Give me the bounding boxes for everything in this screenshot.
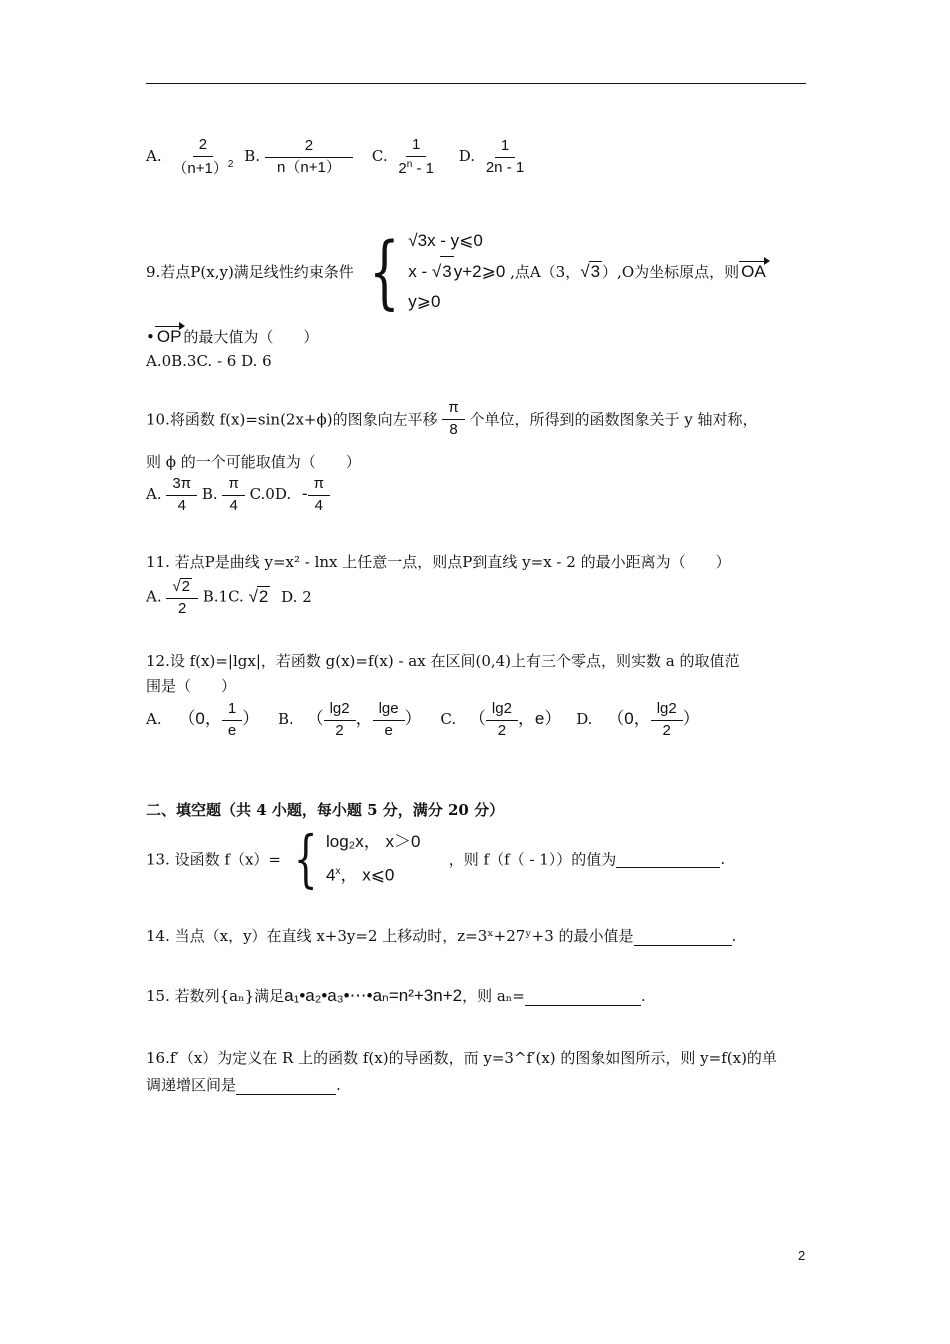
q16-line2: 调递增区间是 .: [146, 1076, 341, 1094]
q8-c-num: 1: [406, 137, 426, 157]
q9-vector-oa: OA: [741, 262, 766, 281]
q9-mid: ,点A（3，: [510, 263, 581, 281]
q13-case-1: log₂x， x＞0: [326, 832, 421, 851]
q9-line2: [146, 326, 318, 347]
q8-a-fraction: [166, 137, 239, 177]
q8-d-den: 2n - 1: [485, 158, 525, 176]
q9-vector-op: OP: [156, 327, 182, 346]
q10-line1: 10.将函数 f(x)=sin(2x+ϕ)的图象向左平移 $\frac{\pi}{8}$ 个单位，所得到的函数图象关于 y 轴对称，: [146, 399, 758, 438]
q8-d-fraction: [480, 138, 530, 176]
q8-b-fraction: [265, 138, 353, 176]
q9-constraint-1: √3x - y⩽0: [408, 231, 483, 250]
q8-c-label: C.: [371, 147, 388, 165]
q8-b-den: n（n+1）: [277, 158, 341, 176]
q8-c-den-base: 2: [398, 159, 407, 177]
q8-options: [146, 137, 530, 177]
q13-cases: [326, 827, 444, 891]
q8-c-den-exp: n: [406, 158, 413, 170]
section-2-title: 二、填空题（共 4 小题，每小题 5 分，满分 20 分）: [146, 801, 505, 819]
q16-line1: 16.f′（x）为定义在 R 上的函数 f(x)的导函数，而 y=3^f′(x) 的图象如图所示，则 y=f(x)的单: [146, 1049, 777, 1067]
q10-a-fraction: $\frac{3\pi}{4}$: [166, 476, 197, 514]
q9-brace: {: [368, 224, 400, 318]
page-number: 2: [798, 1248, 806, 1263]
q8-d-label: D.: [458, 147, 476, 165]
q11-a-fraction: $\frac{√2}{2}$: [166, 578, 198, 617]
q8-a-num: 2: [193, 137, 213, 157]
q9-constraint-3: y⩾0: [408, 292, 441, 311]
q15-line: 15. 若数列{aₙ}满足a₁•a₂•a₃•⋯•aₙ=n²+3n+2，则 aₙ= .: [146, 986, 646, 1005]
q8-b-label: B.: [244, 147, 260, 165]
q11-question: 11. 若点P是曲线 y=x² - lnx 上任意一点，则点P到直线 y=x - 2 的最小距离为（ ）: [146, 553, 731, 571]
q9-prefix: 9.若点P(x,y)满足线性约束条件: [146, 263, 354, 281]
q9-dot: •: [146, 328, 155, 346]
q13-brace: {: [293, 821, 318, 895]
q9-tail: 的最大值为（ ）: [183, 328, 319, 346]
q9-mid2: ）,O为坐标原点，则: [602, 263, 740, 281]
q8-c-fraction: [392, 137, 440, 177]
q10-shift-fraction: $\frac{\pi}{8}$: [442, 400, 464, 438]
q15-formula: a₁•a₂•a₃•⋯•aₙ=n²+3n+2: [284, 986, 463, 1005]
q13-line: 13. 设函数 f（x）= { log₂x， x＞0 4$^x$， x⩽0 ，则 f（f（ - 1））的值为 .: [146, 821, 726, 895]
q12-options: A. （0， $\frac{1}{e}$ ） B. （ $\frac{\lg 2}{2}$ ， $\frac{\lg e}{e}$ ） C. （ $\frac{\lg 2}{2}$ ，e） D. （0， $\frac{\lg 2}{2}$ ）: [146, 700, 700, 739]
q13-case-2: 4$^x$， x⩽0: [326, 865, 395, 885]
q8-a-den: （n+1）: [172, 159, 228, 177]
header-rule: [146, 83, 806, 84]
q8-b-num: 2: [265, 138, 353, 158]
q9-constraints: [408, 226, 505, 317]
q9-mid-root: 3: [590, 262, 601, 281]
q8-a-exp: 2: [227, 158, 234, 170]
q10-options: A. $\frac{3\pi}{4}$ B. $\frac{\pi}{4}$ C.0D. - $\frac{\pi}{4}$: [146, 476, 330, 514]
q10-d-fraction: $\frac{\pi}{4}$: [308, 476, 330, 514]
q16-answer-blank[interactable]: [236, 1076, 336, 1095]
q10-line2: 则 ϕ 的一个可能取值为（ ）: [146, 453, 361, 471]
q14-line: 14. 当点（x，y）在直线 x+3y=2 上移动时，z=3ˣ+27ʸ+3 的最小值是 .: [146, 927, 737, 945]
q8-c-den-tail: - 1: [412, 159, 434, 177]
q10-b-fraction: $\frac{\pi}{4}$: [222, 476, 244, 514]
q12-line1: 12.设 f(x)=|lgx|，若函数 g(x)=f(x) - ax 在区间(0,4)上有三个零点，则实数 a 的取值范: [146, 652, 740, 670]
q9-options: A.0B.3C. - 6 D. 6: [146, 352, 272, 370]
q11-options: A. $\frac{√2}{2}$ B.1C. √2 D. 2: [146, 578, 312, 617]
q8-a-label: A.: [146, 147, 162, 165]
q13-answer-blank[interactable]: [616, 849, 720, 868]
q8-d-num: 1: [495, 138, 515, 158]
q15-answer-blank[interactable]: [525, 987, 641, 1006]
q9-constraint-2: x - √3 y+2⩾0: [408, 256, 505, 287]
q14-answer-blank[interactable]: [634, 927, 732, 946]
q12-line2: 围是（ ）: [146, 677, 237, 695]
q9-line1: 9.若点P(x,y)满足线性约束条件 { √3x - y⩽0 x - √3 y+2⩾0 y⩾0 ,点A（3，√3 ）,O为坐标原点，则 OA: [146, 224, 766, 318]
